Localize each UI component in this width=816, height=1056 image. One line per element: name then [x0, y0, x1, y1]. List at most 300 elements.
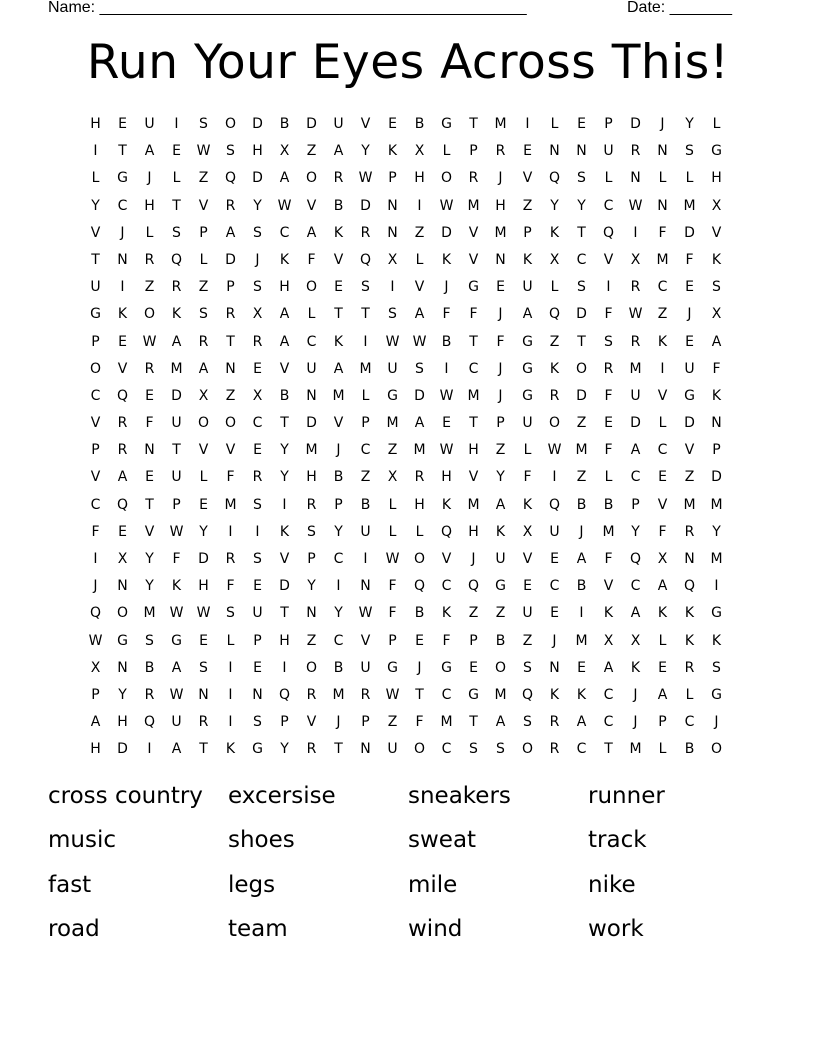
grid-letter: R: [360, 686, 371, 703]
grid-letter: M: [305, 442, 318, 459]
grid-letter: A: [711, 333, 722, 350]
grid-letter: V: [657, 387, 668, 404]
grid-letter: L: [550, 279, 559, 296]
grid-letter: M: [629, 741, 642, 758]
grid-letter: I: [228, 523, 233, 540]
grid-letter: S: [604, 333, 613, 350]
grid-letter: H: [252, 143, 263, 160]
grid-letter: I: [363, 551, 368, 567]
grid-letter: K: [171, 578, 182, 595]
grid-letter: E: [253, 442, 262, 459]
grid-letter: V: [306, 714, 317, 731]
grid-letter: U: [387, 360, 398, 377]
grid-letter: A: [117, 469, 128, 486]
grid-letter: X: [387, 251, 398, 268]
grid-letter: S: [253, 551, 262, 567]
grid-row: [82, 111, 730, 138]
grid-letter: L: [361, 387, 370, 404]
grid-letter: X: [90, 659, 101, 676]
grid-letter: J: [336, 442, 341, 459]
grid-letter: Y: [199, 523, 208, 540]
grid-letter: B: [414, 605, 425, 622]
grid-letter: W: [385, 551, 400, 567]
grid-letter: J: [633, 714, 638, 731]
grid-letter: R: [171, 279, 182, 296]
word-list-item: road: [48, 915, 100, 942]
grid-letter: X: [414, 143, 425, 160]
grid-letter: N: [252, 686, 263, 703]
grid-letter: Z: [360, 469, 371, 486]
grid-letter: F: [523, 469, 532, 486]
grid-letter: J: [687, 306, 692, 323]
grid-letter: D: [306, 116, 317, 132]
grid-letter: M: [467, 197, 480, 214]
grid-letter: W: [385, 686, 400, 703]
grid-letter: E: [172, 143, 181, 160]
grid-letter: Q: [548, 496, 561, 513]
grid-letter: A: [603, 659, 614, 676]
grid-letter: U: [90, 279, 101, 296]
grid-letter: T: [172, 197, 181, 214]
grid-letter: T: [172, 442, 181, 459]
grid-letter: F: [604, 387, 613, 404]
grid-letter: H: [279, 632, 290, 649]
grid-letter: U: [171, 469, 182, 486]
grid-letter: U: [306, 360, 317, 377]
grid-letter: U: [603, 143, 614, 160]
grid-letter: L: [226, 632, 235, 649]
grid-letter: S: [199, 306, 208, 323]
grid-letter: V: [90, 224, 101, 241]
grid-letter: O: [413, 551, 426, 567]
grid-letter: N: [549, 143, 560, 160]
grid-letter: O: [710, 741, 723, 758]
grid-letter: T: [91, 251, 100, 268]
grid-letter: L: [388, 496, 397, 513]
grid-letter: S: [253, 224, 262, 241]
grid-letter: P: [334, 496, 343, 513]
grid-letter: Y: [280, 741, 289, 758]
grid-letter: T: [226, 333, 235, 350]
word-list-item: legs: [228, 871, 276, 898]
grid-letter: S: [226, 605, 235, 622]
grid-letter: F: [604, 306, 613, 323]
grid-letter: K: [522, 251, 533, 268]
grid-letter: H: [198, 578, 209, 595]
grid-letter: V: [468, 469, 479, 486]
grid-letter: S: [145, 632, 154, 649]
grid-letter: X: [117, 551, 128, 567]
grid-letter: C: [441, 578, 452, 595]
grid-letter: C: [441, 741, 452, 758]
grid-letter: J: [714, 714, 719, 731]
grid-letter: R: [252, 333, 263, 350]
grid-letter: S: [253, 714, 262, 731]
grid-letter: K: [576, 686, 587, 703]
grid-letter: G: [522, 387, 533, 404]
grid-letter: P: [307, 551, 316, 567]
grid-letter: L: [685, 686, 694, 703]
grid-letter: P: [226, 279, 235, 296]
grid-letter: O: [440, 170, 453, 187]
grid-letter: C: [360, 442, 371, 459]
grid-letter: Z: [657, 306, 668, 323]
grid-row: [82, 736, 730, 763]
grid-letter: A: [495, 714, 506, 731]
grid-letter: A: [171, 333, 182, 350]
grid-letter: W: [142, 333, 157, 350]
grid-letter: Y: [361, 143, 370, 160]
grid-row: [82, 519, 730, 546]
grid-letter: W: [358, 605, 373, 622]
grid-letter: J: [633, 686, 638, 703]
grid-letter: O: [521, 741, 534, 758]
grid-letter: I: [93, 143, 98, 160]
grid-letter: V: [198, 197, 209, 214]
word-list-item: track: [588, 827, 647, 854]
grid-letter: O: [89, 360, 102, 377]
grid-letter: R: [144, 360, 155, 377]
grid-letter: R: [144, 686, 155, 703]
word-list: [48, 776, 768, 953]
grid-letter: J: [120, 224, 125, 241]
grid-letter: J: [93, 578, 98, 595]
grid-letter: W: [196, 605, 211, 622]
grid-letter: S: [172, 224, 181, 241]
grid-letter: M: [332, 387, 345, 404]
grid-letter: H: [90, 741, 101, 758]
grid-letter: G: [441, 659, 452, 676]
grid-letter: B: [333, 469, 344, 486]
grid-letter: F: [91, 523, 100, 540]
grid-letter: B: [495, 632, 506, 649]
grid-letter: D: [252, 170, 263, 187]
grid-letter: J: [471, 551, 476, 567]
grid-letter: T: [334, 741, 343, 758]
grid-row: [82, 165, 730, 192]
word-list-item: excersise: [228, 783, 336, 809]
grid-letter: G: [711, 605, 722, 622]
grid-letter: B: [576, 578, 587, 595]
grid-letter: E: [253, 659, 262, 676]
grid-letter: T: [361, 306, 370, 323]
grid-letter: R: [360, 224, 371, 241]
grid-letter: Q: [413, 578, 426, 595]
grid-letter: I: [579, 605, 584, 622]
grid-letter: W: [439, 442, 454, 459]
grid-letter: D: [306, 415, 317, 432]
grid-letter: X: [603, 632, 614, 649]
grid-letter: A: [279, 170, 290, 187]
grid-letter: P: [604, 116, 613, 132]
grid-letter: E: [550, 605, 559, 622]
grid-letter: K: [684, 605, 695, 622]
grid-letter: D: [171, 387, 182, 404]
grid-letter: V: [711, 224, 722, 241]
grid-letter: Z: [144, 279, 155, 296]
grid-letter: D: [441, 224, 452, 241]
grid-letter: R: [684, 659, 695, 676]
grid-letter: N: [306, 605, 317, 622]
grid-letter: Z: [306, 632, 317, 649]
grid-letter: C: [306, 333, 317, 350]
grid-letter: N: [360, 578, 371, 595]
grid-letter: A: [144, 143, 155, 160]
grid-letter: C: [252, 415, 263, 432]
grid-letter: Q: [440, 523, 453, 540]
grid-letter: G: [171, 632, 182, 649]
grid-letter: S: [199, 659, 208, 676]
grid-letter: N: [306, 387, 317, 404]
grid-letter: A: [279, 306, 290, 323]
grid-letter: R: [684, 523, 695, 540]
grid-letter: E: [253, 578, 262, 595]
grid-letter: Y: [712, 523, 721, 540]
grid-letter: O: [305, 659, 318, 676]
grid-letter: Q: [548, 170, 561, 187]
grid-letter: I: [228, 686, 233, 703]
grid-letter: L: [415, 523, 424, 540]
grid-letter: I: [606, 279, 611, 296]
grid-letter: Y: [118, 686, 127, 703]
grid-letter: I: [93, 551, 98, 567]
grid-letter: P: [496, 415, 505, 432]
grid-letter: F: [604, 442, 613, 459]
word-list-item: shoes: [228, 827, 295, 854]
grid-letter: A: [522, 306, 533, 323]
grid-row: [82, 437, 730, 464]
grid-row: [82, 628, 730, 655]
grid-letter: K: [333, 333, 344, 350]
grid-letter: A: [171, 741, 182, 758]
word-list-item: music: [48, 827, 117, 854]
grid-letter: Z: [198, 279, 209, 296]
word-list-item: sweat: [408, 827, 477, 854]
grid-letter: E: [577, 116, 586, 132]
letter-grid: [82, 111, 730, 764]
grid-letter: M: [494, 116, 507, 132]
grid-letter: E: [658, 469, 667, 486]
grid-letter: D: [684, 415, 695, 432]
grid-letter: I: [444, 360, 449, 377]
page-title: Run Your Eyes Across This!: [86, 35, 730, 90]
grid-letter: R: [225, 197, 236, 214]
grid-letter: F: [145, 415, 154, 432]
grid-letter: D: [630, 116, 641, 132]
grid-letter: A: [225, 224, 236, 241]
grid-letter: K: [171, 306, 182, 323]
grid-letter: E: [469, 659, 478, 676]
grid-letter: V: [198, 442, 209, 459]
grid-letter: Z: [414, 224, 425, 241]
grid-letter: C: [603, 714, 614, 731]
grid-letter: W: [358, 170, 373, 187]
grid-letter: O: [305, 170, 318, 187]
grid-letter: I: [174, 116, 179, 132]
grid-letter: V: [657, 496, 668, 513]
grid-letter: P: [523, 224, 532, 241]
grid-letter: K: [657, 605, 668, 622]
grid-letter: X: [522, 523, 533, 540]
grid-letter: O: [575, 360, 588, 377]
grid-letter: K: [279, 251, 290, 268]
grid-letter: L: [658, 632, 667, 649]
grid-letter: P: [91, 686, 100, 703]
grid-letter: L: [604, 469, 613, 486]
grid-letter: Y: [631, 523, 640, 540]
grid-letter: L: [658, 741, 667, 758]
grid-letter: V: [522, 170, 533, 187]
grid-row: [82, 600, 730, 627]
grid-letter: Y: [145, 578, 154, 595]
grid-letter: B: [333, 659, 344, 676]
grid-letter: F: [307, 251, 316, 268]
word-list-item: sneakers: [408, 783, 511, 809]
grid-letter: U: [387, 741, 398, 758]
grid-letter: E: [496, 279, 505, 296]
grid-letter: H: [414, 496, 425, 513]
grid-letter: B: [279, 387, 290, 404]
grid-letter: E: [118, 333, 127, 350]
grid-letter: E: [199, 632, 208, 649]
grid-letter: H: [414, 170, 425, 187]
grid-letter: K: [603, 605, 614, 622]
grid-letter: I: [390, 279, 395, 296]
grid-letter: X: [711, 197, 722, 214]
grid-letter: V: [279, 360, 290, 377]
grid-letter: U: [522, 279, 533, 296]
grid-letter: O: [548, 415, 561, 432]
grid-letter: V: [90, 415, 101, 432]
grid-letter: L: [712, 116, 721, 132]
grid-letter: B: [441, 333, 452, 350]
grid-letter: R: [603, 360, 614, 377]
grid-letter: U: [252, 605, 263, 622]
grid-letter: R: [306, 741, 317, 758]
grid-letter: C: [441, 686, 452, 703]
grid-letter: V: [468, 251, 479, 268]
grid-letter: L: [172, 170, 181, 187]
grid-letter: W: [169, 523, 184, 540]
grid-letter: S: [577, 170, 586, 187]
grid-letter: E: [658, 659, 667, 676]
grid-letter: C: [333, 632, 344, 649]
grid-letter: E: [145, 469, 154, 486]
grid-letter: T: [469, 333, 478, 350]
grid-letter: G: [711, 686, 722, 703]
grid-letter: M: [494, 686, 507, 703]
grid-letter: F: [226, 578, 235, 595]
grid-letter: I: [282, 659, 287, 676]
grid-letter: L: [415, 251, 424, 268]
grid-letter: I: [525, 116, 530, 132]
grid-row: [82, 138, 730, 165]
grid-row: [82, 655, 730, 682]
grid-letter: M: [143, 605, 156, 622]
grid-letter: K: [495, 523, 506, 540]
grid-letter: H: [90, 116, 101, 132]
header-line: [48, 0, 748, 20]
grid-letter: W: [547, 442, 562, 459]
grid-letter: W: [277, 197, 292, 214]
grid-letter: A: [198, 360, 209, 377]
word-list-item: cross country: [48, 783, 203, 809]
grid-letter: S: [523, 659, 532, 676]
word-list-item: team: [228, 915, 288, 942]
grid-letter: H: [144, 197, 155, 214]
grid-letter: H: [279, 279, 290, 296]
grid-letter: T: [145, 496, 154, 513]
grid-letter: Z: [576, 469, 587, 486]
grid-letter: M: [683, 496, 696, 513]
grid-letter: J: [444, 279, 449, 296]
grid-letter: R: [198, 333, 209, 350]
grid-letter: A: [333, 360, 344, 377]
grid-letter: M: [359, 360, 372, 377]
grid-letter: G: [495, 578, 506, 595]
grid-letter: L: [658, 170, 667, 187]
grid-letter: X: [630, 251, 641, 268]
grid-letter: M: [629, 360, 642, 377]
grid-letter: A: [414, 415, 425, 432]
grid-letter: Y: [685, 116, 694, 132]
grid-letter: Q: [116, 387, 129, 404]
grid-letter: J: [498, 306, 503, 323]
grid-letter: R: [117, 415, 128, 432]
grid-letter: S: [469, 741, 478, 758]
grid-letter: M: [467, 387, 480, 404]
grid-letter: V: [117, 360, 128, 377]
grid-letter: M: [467, 496, 480, 513]
grid-letter: U: [684, 360, 695, 377]
grid-row: [82, 193, 730, 220]
grid-letter: Z: [684, 469, 695, 486]
grid-letter: J: [417, 659, 422, 676]
grid-letter: S: [253, 496, 262, 513]
grid-letter: C: [576, 251, 587, 268]
grid-letter: M: [575, 442, 588, 459]
grid-letter: V: [333, 415, 344, 432]
grid-letter: V: [306, 197, 317, 214]
grid-letter: R: [252, 469, 263, 486]
grid-letter: P: [712, 442, 721, 459]
grid-letter: F: [388, 578, 397, 595]
grid-letter: I: [120, 279, 125, 296]
grid-letter: Q: [359, 251, 372, 268]
grid-letter: Z: [225, 387, 236, 404]
grid-letter: W: [88, 632, 103, 649]
grid-letter: O: [197, 415, 210, 432]
grid-letter: Y: [280, 442, 289, 459]
grid-letter: P: [91, 333, 100, 350]
grid-letter: D: [711, 469, 722, 486]
grid-letter: C: [117, 197, 128, 214]
grid-letter: F: [226, 469, 235, 486]
grid-letter: S: [226, 143, 235, 160]
grid-letter: B: [333, 197, 344, 214]
name-label: Name: ________________________________________________: [48, 0, 527, 16]
grid-letter: V: [441, 551, 452, 567]
grid-row: [82, 682, 730, 709]
grid-letter: B: [603, 496, 614, 513]
grid-letter: K: [333, 224, 344, 241]
grid-letter: L: [91, 170, 100, 187]
grid-row: [82, 356, 730, 383]
grid-letter: C: [630, 469, 641, 486]
grid-letter: R: [495, 143, 506, 160]
grid-letter: Q: [629, 551, 642, 567]
grid-letter: E: [199, 496, 208, 513]
